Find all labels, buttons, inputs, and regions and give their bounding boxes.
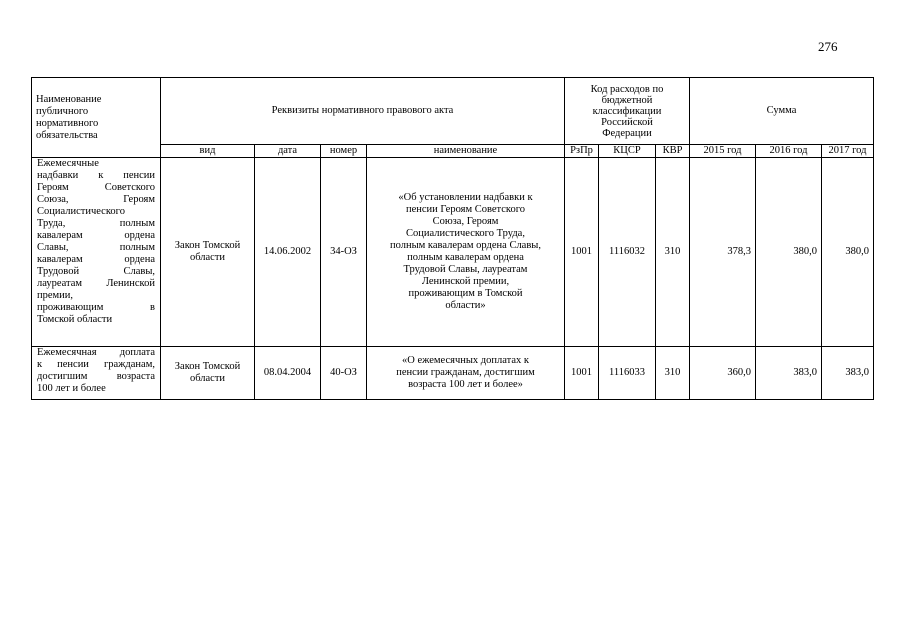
kvr-cell: 310 bbox=[656, 347, 690, 400]
obligation-line: Социалистического bbox=[37, 206, 125, 217]
obligation-line: Труда, полным bbox=[37, 218, 155, 229]
obligation-cell bbox=[32, 347, 161, 400]
kind-line: Закон Томской bbox=[174, 361, 241, 372]
act-name-line: полным кавалерам ордена Славы, bbox=[390, 240, 541, 251]
subheader-rzpr: РзПр bbox=[565, 145, 599, 158]
rzpr-cell: 1001 bbox=[565, 347, 599, 400]
sum-2016-cell: 380,0 bbox=[756, 158, 822, 347]
header-row bbox=[32, 78, 874, 145]
sum-2015-cell: 378,3 bbox=[690, 158, 756, 347]
obligation-line: кавалерам ордена bbox=[37, 230, 155, 241]
header-line: Федерации bbox=[602, 127, 652, 139]
kind-cell bbox=[161, 158, 255, 347]
act-name-line: Союза, Героям bbox=[432, 216, 499, 227]
header-obligation-name bbox=[32, 78, 161, 158]
act-name-line: области» bbox=[445, 300, 486, 311]
act-name-line: «О ежемесячных доплатах к bbox=[402, 355, 529, 366]
act-name-line: проживающим в Томской bbox=[408, 288, 523, 299]
act-name-line: возраста 100 лет и более» bbox=[408, 379, 523, 390]
obligations-table bbox=[31, 77, 874, 400]
number-cell: 40-ОЗ bbox=[321, 347, 367, 400]
obligation-line: лауреатам Ленинской bbox=[37, 278, 155, 289]
obligation-line: Ежемесячная доплата bbox=[37, 347, 155, 358]
table-row bbox=[32, 347, 874, 400]
obligation-line: Славы, полным bbox=[37, 242, 155, 253]
header-act-requisites: Реквизиты нормативного правового акта bbox=[161, 78, 565, 145]
act-name-line: Трудовой Славы, лауреатам bbox=[403, 264, 528, 275]
subheader-2016: 2016 год bbox=[756, 145, 822, 158]
obligation-line: Союза, Героям bbox=[37, 194, 155, 205]
sum-2017-cell: 383,0 bbox=[822, 347, 874, 400]
subheader-name: наименование bbox=[367, 145, 565, 158]
rzpr-cell: 1001 bbox=[565, 158, 599, 347]
subheader-2017: 2017 год bbox=[822, 145, 874, 158]
subheader-date: дата bbox=[255, 145, 321, 158]
obligation-line: достигшим возраста bbox=[37, 371, 155, 382]
header-line: нормативного bbox=[36, 117, 99, 129]
act-name-cell bbox=[367, 347, 565, 400]
sum-2017-cell: 380,0 bbox=[822, 158, 874, 347]
act-name-line: пенсии гражданам, достигшим bbox=[396, 367, 535, 378]
obligation-line: надбавки к пенсии bbox=[37, 170, 155, 181]
obligation-line: премии, bbox=[37, 290, 74, 301]
header-line: обязательства bbox=[36, 129, 98, 141]
obligation-line: 100 лет и более bbox=[37, 383, 106, 394]
obligation-cell bbox=[32, 158, 161, 347]
obligation-line: проживающим в bbox=[37, 302, 155, 313]
header-line: Код расходов по bbox=[590, 83, 664, 95]
subheader-2015: 2015 год bbox=[690, 145, 756, 158]
act-name-line: Социалистического Труда, bbox=[406, 228, 525, 239]
kcsr-cell: 1116033 bbox=[599, 347, 656, 400]
kind-cell bbox=[161, 347, 255, 400]
number-cell: 34-ОЗ bbox=[321, 158, 367, 347]
date-cell: 14.06.2002 bbox=[255, 158, 321, 347]
subheader-kvr: КВР bbox=[656, 145, 690, 158]
obligation-line: кавалерам ордена bbox=[37, 254, 155, 265]
header-line: Наименование bbox=[36, 93, 102, 105]
subheader-kcsr: КЦСР bbox=[599, 145, 656, 158]
header-sum: Сумма bbox=[690, 78, 874, 145]
header-line: публичного bbox=[36, 105, 89, 117]
header-line: классификации bbox=[592, 105, 662, 117]
page-number: 276 bbox=[818, 39, 838, 54]
obligation-line: Героям Советского bbox=[37, 182, 155, 193]
sum-2016-cell: 383,0 bbox=[756, 347, 822, 400]
date-cell: 08.04.2004 bbox=[255, 347, 321, 400]
obligation-line: Ежемесячные bbox=[37, 158, 99, 169]
obligation-line: к пенсии гражданам, bbox=[37, 359, 155, 370]
kind-line: области bbox=[189, 373, 226, 384]
act-name-line: пенсии Героям Советского bbox=[405, 204, 526, 215]
table-row bbox=[32, 158, 874, 347]
obligation-line: Трудовой Славы, bbox=[37, 266, 155, 277]
act-name-line: «Об установлении надбавки к bbox=[398, 192, 533, 203]
act-name-cell bbox=[367, 158, 565, 347]
act-name-line: полным кавалерам ордена bbox=[407, 252, 524, 263]
header-expense-code bbox=[565, 78, 690, 145]
kind-line: области bbox=[189, 252, 226, 263]
kind-line: Закон Томской bbox=[174, 240, 241, 251]
subheader-kind: вид bbox=[161, 145, 255, 158]
header-line: Российской bbox=[601, 116, 653, 128]
act-name-line: Ленинской премии, bbox=[421, 276, 510, 287]
sum-2015-cell: 360,0 bbox=[690, 347, 756, 400]
kcsr-cell: 1116032 bbox=[599, 158, 656, 347]
obligation-line: Томской области bbox=[37, 314, 113, 325]
header-line: бюджетной bbox=[601, 94, 653, 106]
subheader-number: номер bbox=[321, 145, 367, 158]
kvr-cell: 310 bbox=[656, 158, 690, 347]
